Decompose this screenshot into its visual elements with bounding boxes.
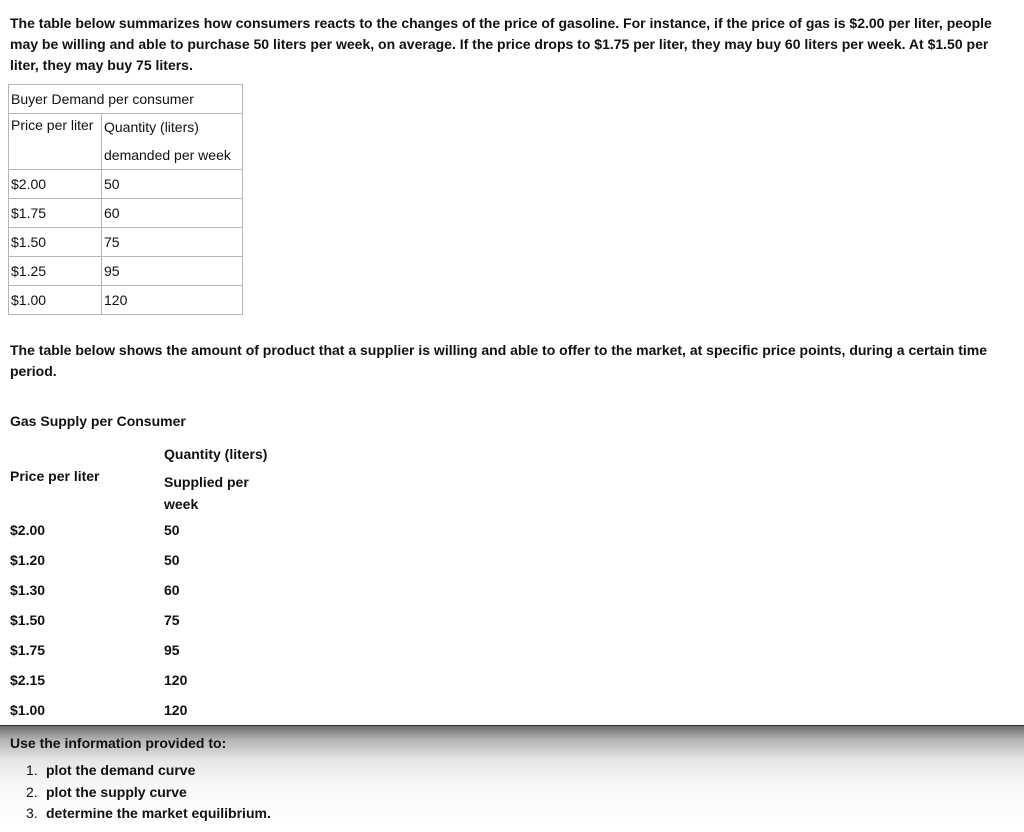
- demand-qty-cell: 120: [102, 286, 243, 315]
- supply-price-cell: $1.30: [10, 582, 46, 598]
- supply-col-qty-header: [164, 443, 267, 515]
- list-item: [26, 784, 271, 806]
- demand-table-title: Buyer Demand per consumer: [9, 85, 243, 114]
- table-row: [9, 257, 243, 286]
- supply-qty-cell: 60: [164, 582, 180, 598]
- instructions-list: [26, 762, 271, 827]
- demand-qty-cell: 75: [102, 228, 243, 257]
- supply-col-qty-header-line3: week: [164, 496, 199, 512]
- demand-qty-cell: 50: [102, 170, 243, 199]
- supply-price-cell: $1.75: [10, 642, 46, 658]
- supply-price-cell: $2.15: [10, 672, 46, 688]
- table-row: [9, 286, 243, 315]
- supply-price-cell: $1.20: [10, 552, 46, 568]
- supply-table-title: Gas Supply per Consumer: [10, 413, 186, 429]
- list-item: [26, 805, 271, 827]
- demand-qty-cell: 60: [102, 199, 243, 228]
- list-item-text: determine the market equilibrium.: [46, 805, 271, 821]
- demand-price-cell: $1.75: [9, 199, 102, 228]
- supply-qty-cell: 75: [164, 612, 180, 628]
- supply-price-cell: $1.00: [10, 702, 46, 718]
- demand-col-qty-header-line1: Quantity (liters): [104, 119, 199, 135]
- supply-intro-paragraph: The table below shows the amount of product that a supplier is willing and able to offer to the market, at specific price points, during a certain time period.: [10, 342, 988, 379]
- supply-qty-cell: 50: [164, 522, 180, 538]
- supply-qty-cell: 120: [164, 702, 188, 718]
- table-row: [10, 612, 410, 642]
- list-item-text: plot the demand curve: [46, 762, 196, 778]
- demand-table: [8, 84, 243, 315]
- demand-table-title-row: [9, 85, 243, 114]
- list-item-text: plot the supply curve: [46, 783, 187, 800]
- demand-qty-cell: 95: [102, 257, 243, 286]
- demand-price-cell: $2.00: [9, 170, 102, 199]
- table-row: [9, 170, 243, 199]
- supply-price-cell: $2.00: [10, 522, 46, 538]
- table-row: [10, 522, 410, 552]
- demand-price-cell: $1.50: [9, 228, 102, 257]
- demand-price-cell: $1.25: [9, 257, 102, 286]
- demand-col-qty-header-line2: demanded per week: [104, 147, 231, 163]
- instructions-title: Use the information provided to:: [10, 735, 227, 751]
- supply-qty-cell: 120: [164, 672, 188, 688]
- table-row: [10, 582, 410, 612]
- table-row: [9, 199, 243, 228]
- table-row: [10, 642, 410, 672]
- demand-table-header-row: [9, 114, 243, 170]
- list-item-number: 1.: [26, 762, 38, 778]
- supply-price-cell: $1.50: [10, 612, 46, 628]
- table-row: [9, 228, 243, 257]
- demand-col-price-header: Price per liter: [9, 114, 102, 170]
- demand-col-qty-header: [102, 114, 243, 170]
- supply-qty-cell: 95: [164, 642, 180, 658]
- intro-paragraph: The table below summarizes how consumers reacts to the changes of the price of gasoline. For instance, if the price of gas is $2.00 per liter, people may be willing and able to purchase 50 liters per week, on average. If the price drops to $1.75 per liter, they may buy 60 liters per week. At $1.50 per liter, they may buy 75 liters.: [10, 15, 992, 73]
- supply-table: [10, 522, 410, 732]
- table-row: [10, 552, 410, 582]
- supply-col-price-header: Price per liter: [10, 468, 100, 484]
- table-row: [10, 672, 410, 702]
- supply-qty-cell: 50: [164, 552, 180, 568]
- supply-col-qty-header-line1: Quantity (liters): [164, 446, 268, 462]
- list-item-number: 2.: [26, 783, 38, 800]
- demand-price-cell: $1.00: [9, 286, 102, 315]
- list-item: [26, 762, 271, 784]
- supply-col-qty-header-line2: Supplied per: [164, 474, 249, 490]
- list-item-number: 3.: [26, 805, 38, 821]
